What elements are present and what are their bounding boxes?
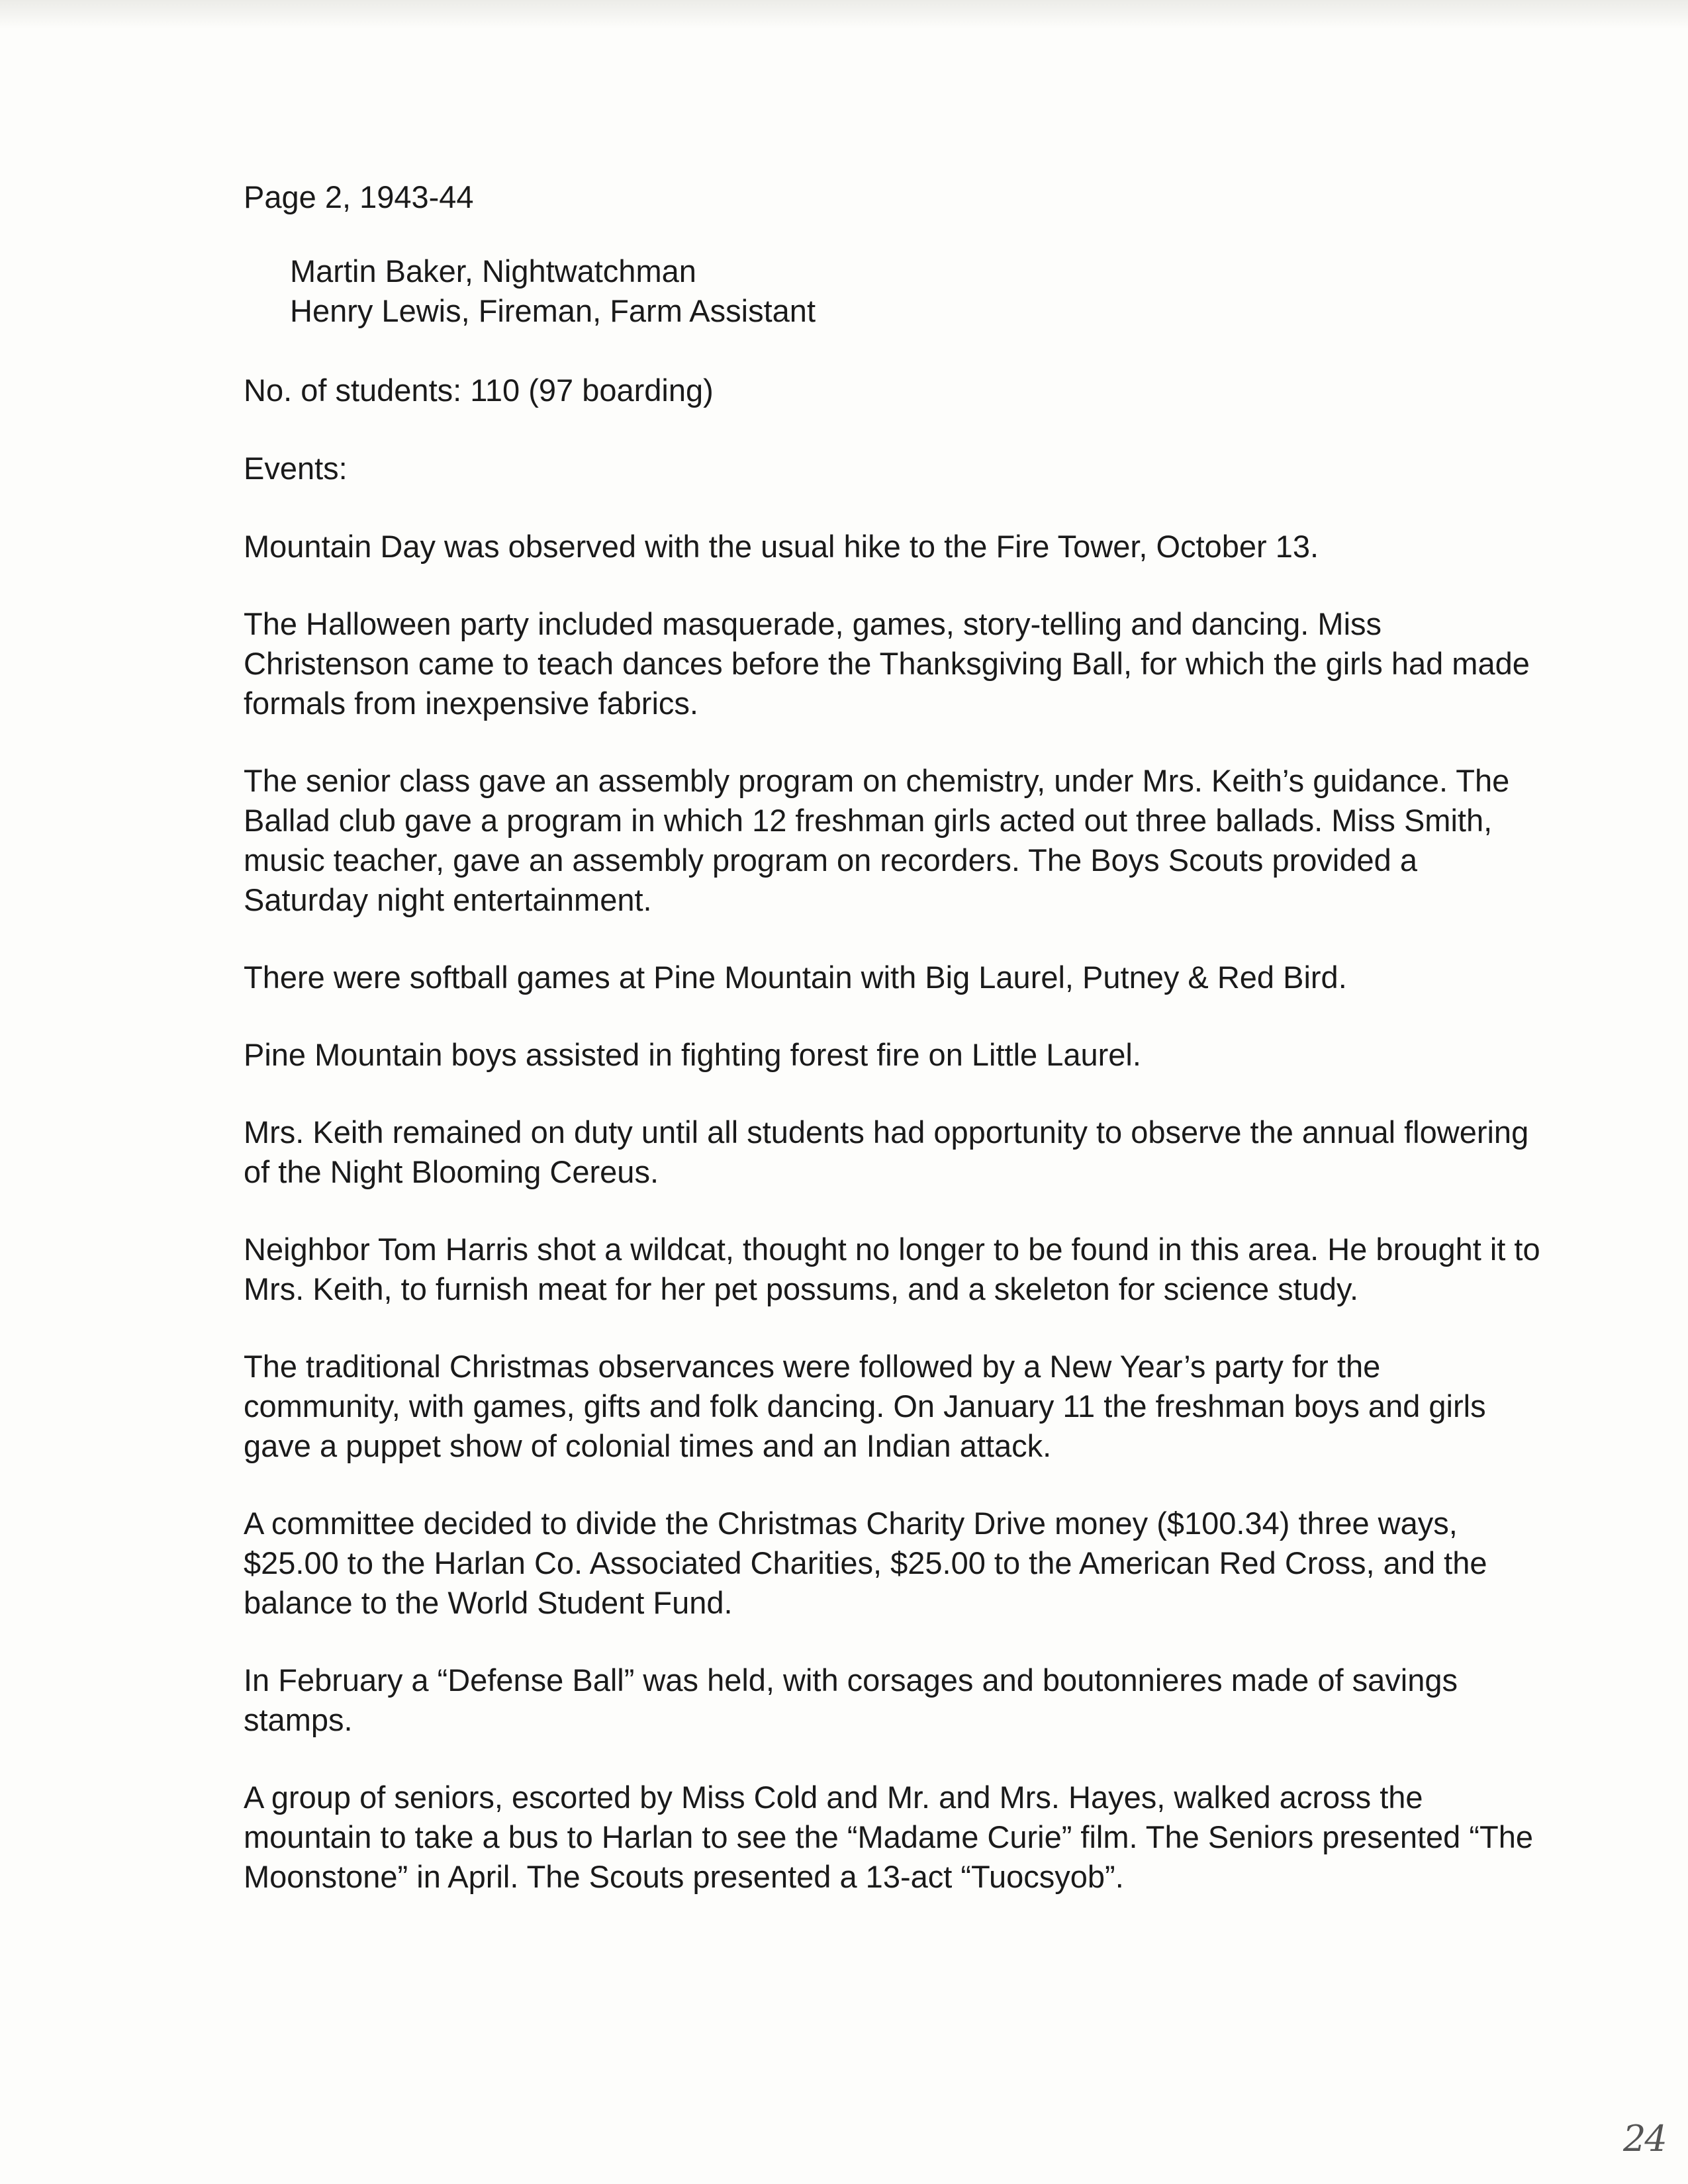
event-paragraph bbox=[244, 1035, 1541, 1075]
paragraph-text: Mountain Day was observed with the usual hike to the Fire Tower, October 13. bbox=[244, 529, 1319, 564]
scan-edge bbox=[0, 0, 1688, 29]
student-count: No. of students: 110 (97 boarding) bbox=[244, 373, 714, 408]
paragraph-text: The traditional Christmas observances were followed by a New Year’s party for the community, with games, gifts and folk dancing. On January 11 the freshman boys and girls gave a puppet show of colonial times and an Indian attack. bbox=[244, 1349, 1486, 1463]
event-paragraph bbox=[244, 604, 1541, 723]
document-body bbox=[244, 177, 1541, 1934]
event-paragraph bbox=[244, 958, 1541, 997]
event-paragraph bbox=[244, 1347, 1541, 1466]
paragraph-text: Pine Mountain boys assisted in fighting forest fire on Little Laurel. bbox=[244, 1037, 1141, 1072]
page-header: Page 2, 1943-44 bbox=[244, 179, 474, 214]
paragraph-text: Mrs. Keith remained on duty until all students had opportunity to observe the annual flowering of the Night Blooming Cereus. bbox=[244, 1115, 1529, 1189]
paragraph-text: There were softball games at Pine Mountain with Big Laurel, Putney & Red Bird. bbox=[244, 960, 1347, 995]
handwritten-page-number: 24 bbox=[1623, 2118, 1666, 2160]
event-paragraph bbox=[244, 527, 1541, 567]
paragraph-text: The senior class gave an assembly program on chemistry, under Mrs. Keith’s guidance. The Ballad club gave a program in which 12 freshman girls acted out three ballads. Miss Smith, music teacher, gave an assembly program on recorders. The Boys Scouts provided a Saturday night entertainment. bbox=[244, 763, 1510, 917]
paragraph-text: The Halloween party included masquerade, games, story-telling and dancing. Miss Christenson came to teach dances before the Thanksgiving Ball, for which the girls had made formals from inexpensive fabrics. bbox=[244, 606, 1530, 721]
paragraph-text: In February a “Defense Ball” was held, with corsages and boutonnieres made of savings stamps. bbox=[244, 1662, 1458, 1737]
event-paragraph bbox=[244, 1778, 1541, 1897]
event-paragraph bbox=[244, 1113, 1541, 1192]
event-paragraph bbox=[244, 1661, 1541, 1740]
staff-list bbox=[244, 251, 1541, 331]
paragraph-text: Neighbor Tom Harris shot a wildcat, thought no longer to be found in this area. He brought it to Mrs. Keith, to furnish meat for her pet possums, and a skeleton for science study. bbox=[244, 1232, 1540, 1306]
paragraph-text: A committee decided to divide the Christmas Charity Drive money ($100.34) three ways, $25.00 to the Harlan Co. Associated Charities, $25.00 to the American Red Cross, and the balance to the World Student Fund. bbox=[244, 1506, 1487, 1620]
event-paragraph bbox=[244, 761, 1541, 920]
event-paragraph bbox=[244, 1504, 1541, 1623]
paragraph-text: A group of seniors, escorted by Miss Cold and Mr. and Mrs. Hayes, walked across the mountain to take a bus to Harlan to see the “Madame Curie” film. The Seniors presented “The Moonstone” in April. The Scouts presented a 13-act “Tuocsyob”. bbox=[244, 1780, 1533, 1894]
events-heading: Events: bbox=[244, 451, 348, 486]
event-paragraph bbox=[244, 1230, 1541, 1309]
staff-entry: Martin Baker, Nightwatchman bbox=[290, 253, 696, 289]
staff-entry: Henry Lewis, Fireman, Farm Assistant bbox=[290, 293, 816, 328]
